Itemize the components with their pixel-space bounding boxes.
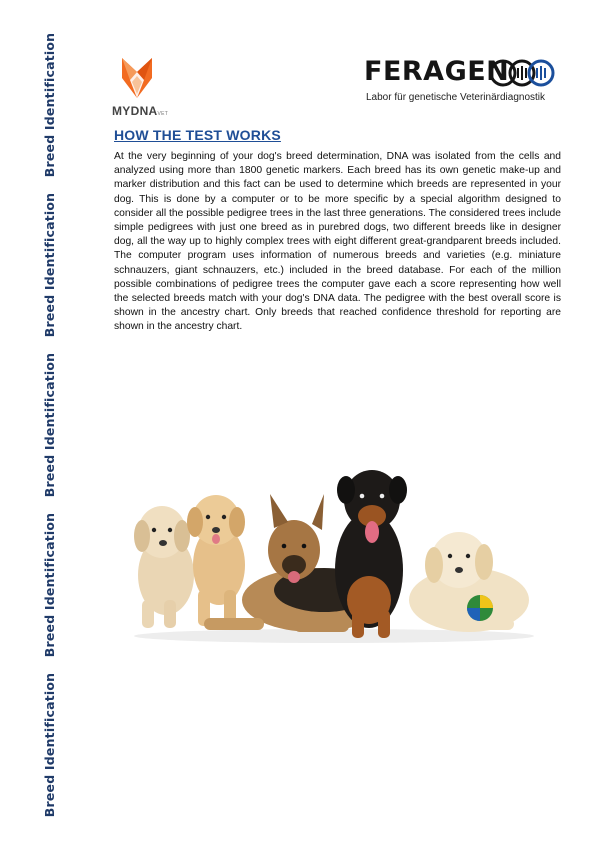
dogs-photo [124,450,544,645]
section-body-text: At the very beginning of your dog's breed determination, DNA was isolated from the cells and analyzed using more than 1800 genetic markers. Each breed has its own genetic make-up and marker distribution and this fact can be used to determine which breeds are represented in your dog. This is done by a computer or to be more specific by a special algorithm designed to consider all the possible pedigree trees in the last three generations. The considered trees include simple pedigrees with just one breed as in purebred dogs, two different breeds like in designer dog, all the way up to highly complex trees with eight different great-grandparent breeds included. The computer program uses information of numerous breeds and varieties (e.g. miniature schnauzers, giant schnauzers, etc.) included in the breed database. For each of the million possible combinations of pedigree trees the computer gave each a score representing how well the selected breeds match with your dog's DNA data. The pedigree with the best overall score is shown in the ancestry chart. Only breeds that reached confidence threshold for reporting are shown in the ancestry chart. [114,151,561,333]
section-heading: HOW THE TEST WORKS [114,127,281,143]
toy-ball [467,595,493,621]
feragen-tagline: Labor für genetische Veterinärdiagnostik [366,92,546,103]
labrador-puppy-2 [187,495,245,626]
feragen-wordmark: FERAGEN [364,56,510,87]
mydna-wordmark: MYDNAVET [112,104,169,118]
sidebar-label-breed-identification: Breed Identification [42,192,57,338]
sidebar-label-breed-identification: Breed Identification [42,352,57,498]
fox-logo-icon [120,56,154,100]
mydna-logo [108,56,208,122]
dna-circles-icon [488,58,556,88]
labrador-puppy-1 [134,506,194,628]
golden-retriever-puppy [409,532,529,632]
sidebar-label-breed-identification: Breed Identification [42,32,57,178]
sidebar-label-breed-identification: Breed Identification [42,672,57,818]
feragen-logo [364,54,564,110]
sidebar-label-breed-identification: Breed Identification [42,512,57,658]
